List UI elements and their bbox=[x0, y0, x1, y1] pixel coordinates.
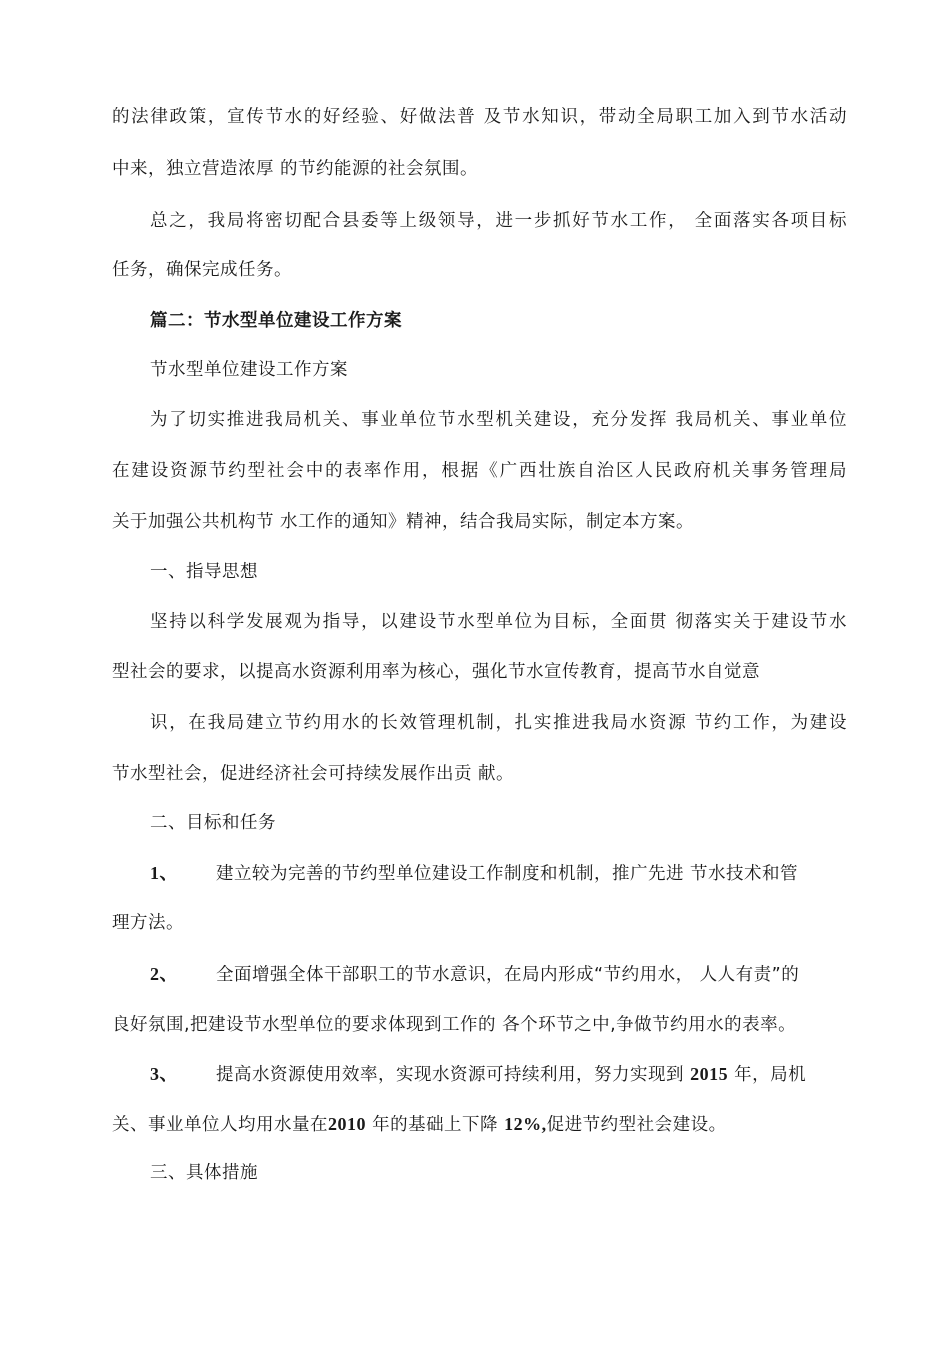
paragraph-line: 坚持以科学发展观为指导，以建设节水型单位为目标，全面贯 彻落实关于建设节水 bbox=[150, 612, 847, 632]
list-text: 建立较为完善的节约型单位建设工作制度和机制，推广先进 节水技术和管 bbox=[216, 864, 799, 884]
list-number: 1、 bbox=[150, 863, 178, 883]
paragraph-line: 任务，确保完成任务。 bbox=[112, 260, 292, 280]
line-text: 关、事业单位人均用水量在 bbox=[112, 1115, 328, 1135]
paragraph-line: 的法律政策，宣传节水的好经验、好做法普 及节水知识，带动全局职工加入到节水活动 bbox=[112, 107, 847, 127]
section-heading: 二、目标和任务 bbox=[150, 813, 276, 833]
section-heading: 三、具体措施 bbox=[150, 1163, 258, 1183]
section-heading: 一、指导思想 bbox=[150, 562, 258, 582]
list-item-1 bbox=[150, 861, 847, 886]
paragraph-line bbox=[112, 1112, 847, 1137]
list-text: 提高水资源使用效率，实现水资源可持续利用，努力实现到 bbox=[216, 1065, 691, 1085]
paragraph-line: 中来，独立营造浓厚 的节约能源的社会氛围。 bbox=[112, 159, 479, 179]
list-text: 全面增强全体干部职工的节水意识，在局内形成“节约用水， 人人有责”的 bbox=[216, 965, 800, 985]
paragraph-line: 识，在我局建立节约用水的长效管理机制，扎实推进我局水资源 节约工作，为建设 bbox=[150, 713, 847, 733]
list-number: 3、 bbox=[150, 1064, 178, 1084]
paragraph-line: 良好氛围,把建设节水型单位的要求体现到工作的 各个环节之中,争做节约用水的表率。 bbox=[112, 1015, 797, 1035]
paragraph-line: 型社会的要求，以提高水资源利用率为核心，强化节水宣传教育，提高节水自觉意 bbox=[112, 662, 760, 682]
list-item-3 bbox=[150, 1062, 847, 1087]
line-text: 年的基础上下降 bbox=[366, 1115, 505, 1135]
list-text: 年，局机 bbox=[728, 1065, 807, 1085]
list-item-2 bbox=[150, 962, 847, 987]
percent-value: 12%, bbox=[504, 1114, 547, 1134]
paragraph-line: 总之，我局将密切配合县委等上级领导，进一步抓好节水工作， 全面落实各项目标 bbox=[150, 211, 847, 231]
paragraph-line: 节水型社会，促进经济社会可持续发展作出贡 献。 bbox=[112, 764, 515, 784]
year-value: 2015 bbox=[690, 1064, 729, 1084]
document-title: 节水型单位建设工作方案 bbox=[150, 360, 348, 380]
section-heading: 篇二：节水型单位建设工作方案 bbox=[150, 311, 402, 331]
year-value: 2010 bbox=[328, 1114, 366, 1134]
paragraph-line: 为了切实推进我局机关、事业单位节水型机关建设，充分发挥 我局机关、事业单位 bbox=[150, 410, 847, 430]
paragraph-line: 在建设资源节约型社会中的表率作用，根据《广西壮族自治区人民政府机关事务管理局 bbox=[112, 461, 847, 481]
paragraph-line: 理方法。 bbox=[112, 913, 184, 933]
list-number: 2、 bbox=[150, 964, 178, 984]
line-text: 促进节约型社会建设。 bbox=[546, 1115, 727, 1135]
paragraph-line: 关于加强公共机构节 水工作的通知》精神，结合我局实际，制定本方案。 bbox=[112, 512, 695, 532]
